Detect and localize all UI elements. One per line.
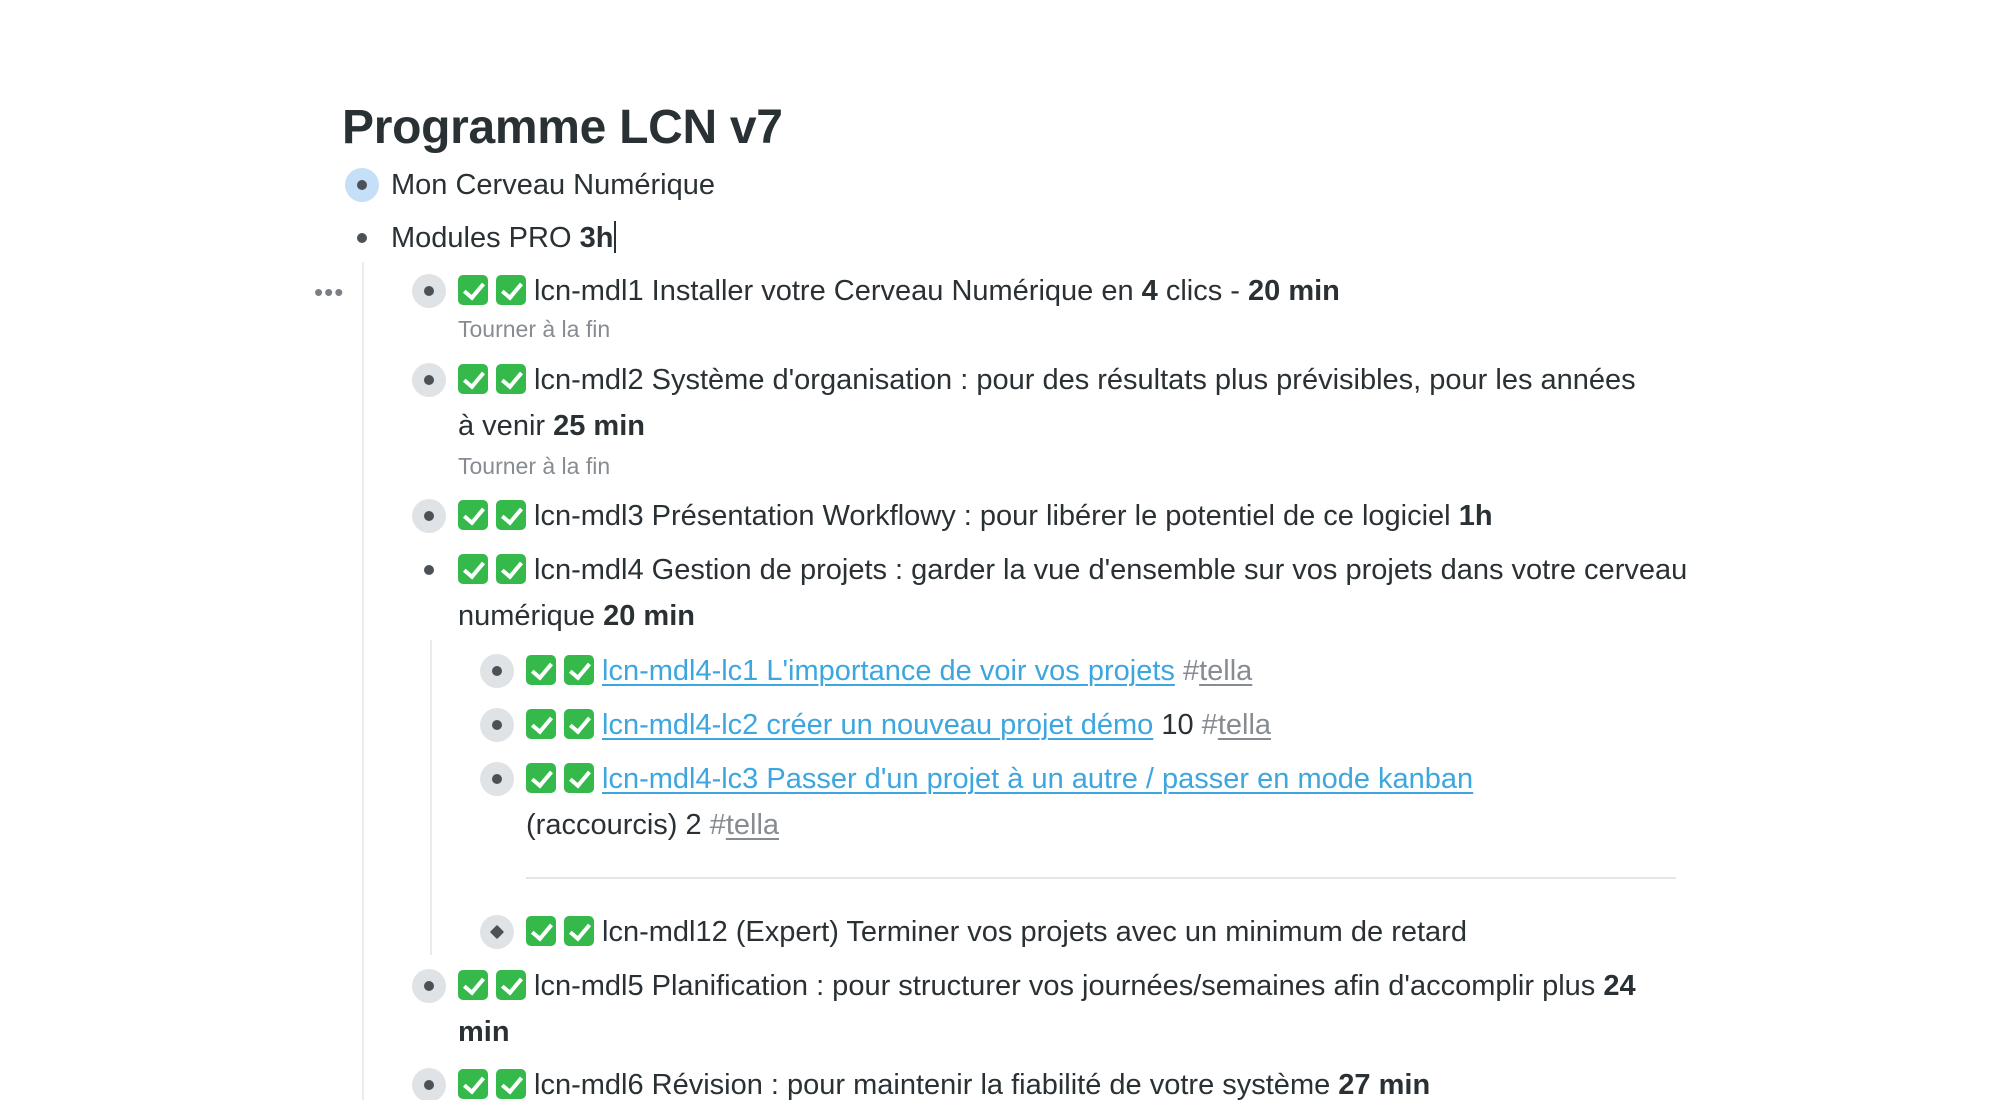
bullet-mdl6[interactable] bbox=[412, 1068, 446, 1100]
bullet-modules-pro[interactable] bbox=[345, 221, 379, 255]
check-icon bbox=[526, 916, 556, 946]
bullet-lc3[interactable] bbox=[480, 762, 514, 796]
item-mdl3[interactable] bbox=[458, 493, 1493, 539]
item-label: lcn-mdl4 Gestion de projets : garder la vue d'ensemble sur vos projets dans votre cerveau numérique bbox=[458, 554, 1688, 632]
check-icon bbox=[496, 500, 526, 530]
bullet-mdl1[interactable] bbox=[412, 274, 446, 308]
item-link[interactable]: lcn-mdl4-lc3 Passer d'un projet à un autre / passer en mode kanban bbox=[602, 763, 1474, 795]
check-icon bbox=[526, 655, 556, 685]
item-lc3-continued[interactable] bbox=[526, 802, 779, 848]
item-duration: 27 min bbox=[1338, 1069, 1431, 1100]
item-duration: 20 min bbox=[603, 600, 695, 632]
item-label: Mon Cerveau Numérique bbox=[391, 169, 715, 201]
item-link[interactable]: lcn-mdl4-lc2 créer un nouveau projet démo bbox=[602, 709, 1154, 741]
item-link[interactable]: lcn-mdl4-lc1 L'importance de voir vos projets bbox=[602, 655, 1175, 687]
more-options-icon[interactable]: ••• bbox=[314, 277, 345, 307]
bullet-mdl4[interactable] bbox=[412, 553, 446, 587]
tag-hash: # bbox=[1182, 655, 1200, 687]
bullet-mdl3[interactable] bbox=[412, 499, 446, 533]
check-icon bbox=[564, 655, 594, 685]
tag-tella[interactable] bbox=[1202, 709, 1271, 741]
tag-hash: # bbox=[709, 809, 726, 841]
item-lc2[interactable] bbox=[526, 702, 1271, 748]
item-mdl6[interactable] bbox=[458, 1062, 1430, 1100]
bullet-mdl5[interactable] bbox=[412, 969, 446, 1003]
item-mon-cerveau[interactable] bbox=[391, 162, 715, 208]
check-icon bbox=[496, 275, 526, 305]
tag-name: tella bbox=[725, 809, 780, 841]
check-icon bbox=[564, 709, 594, 739]
check-icon bbox=[458, 554, 488, 584]
item-label: lcn-mdl2 Système d'organisation : pour des résultats plus prévisibles, pour les années à venir bbox=[458, 364, 1636, 442]
page-title: Programme LCN v7 bbox=[342, 101, 783, 155]
item-label: lcn-mdl6 Révision : pour maintenir la fiabilité de votre système bbox=[534, 1069, 1339, 1100]
indent-guide bbox=[430, 640, 432, 955]
item-suffix: 10 bbox=[1153, 709, 1202, 741]
check-icon bbox=[496, 554, 526, 584]
item-duration: 1h bbox=[1458, 500, 1493, 532]
tag-name: tella bbox=[1199, 655, 1253, 687]
tag-name: tella bbox=[1217, 709, 1272, 741]
check-icon bbox=[458, 275, 488, 305]
check-icon bbox=[564, 916, 594, 946]
check-icon bbox=[458, 364, 488, 394]
item-mdl5[interactable] bbox=[458, 963, 1658, 1055]
item-label: lcn-mdl12 (Expert) Terminer vos projets avec un minimum de retard bbox=[602, 916, 1467, 948]
bullet-lc1[interactable] bbox=[480, 654, 514, 688]
bullet-mon-cerveau[interactable] bbox=[345, 168, 379, 202]
check-icon bbox=[458, 970, 488, 1000]
bullet-mdl2[interactable] bbox=[412, 363, 446, 397]
item-suffix: (raccourcis) 2 bbox=[526, 809, 710, 841]
text-cursor bbox=[614, 221, 616, 253]
divider bbox=[526, 877, 1676, 879]
item-mdl2[interactable] bbox=[458, 357, 1638, 449]
item-duration: 3h bbox=[579, 222, 614, 254]
item-note[interactable]: Tourner à la fin bbox=[458, 316, 611, 342]
item-duration: 24 min bbox=[458, 970, 1636, 1048]
item-note[interactable]: Tourner à la fin bbox=[458, 453, 611, 479]
item-label: Modules PRO bbox=[391, 222, 580, 254]
check-icon bbox=[526, 709, 556, 739]
item-label: lcn-mdl5 Planification : pour structurer vos journées/semaines afin d'accomplir plus bbox=[534, 970, 1604, 1002]
check-icon bbox=[458, 500, 488, 530]
item-label-2: clics - bbox=[1157, 275, 1249, 307]
item-label: lcn-mdl1 Installer votre Cerveau Numérique en bbox=[534, 275, 1142, 307]
check-icon bbox=[564, 763, 594, 793]
item-mdl4[interactable] bbox=[458, 547, 1698, 639]
tag-tella[interactable] bbox=[1183, 655, 1252, 687]
bullet-mdl12[interactable] bbox=[480, 915, 514, 949]
check-icon bbox=[496, 970, 526, 1000]
check-icon bbox=[526, 763, 556, 793]
tag-hash: # bbox=[1201, 709, 1218, 741]
bullet-lc2[interactable] bbox=[480, 708, 514, 742]
check-icon bbox=[496, 1069, 526, 1099]
item-label: lcn-mdl3 Présentation Workflowy : pour libérer le potentiel de ce logiciel bbox=[534, 500, 1459, 532]
item-duration: 20 min bbox=[1248, 275, 1340, 307]
item-duration: 25 min bbox=[553, 410, 645, 442]
item-lc3[interactable] bbox=[526, 756, 1473, 802]
indent-guide bbox=[362, 262, 364, 1100]
item-modules-pro[interactable] bbox=[391, 215, 616, 261]
item-lc1[interactable] bbox=[526, 648, 1252, 694]
item-mdl1[interactable] bbox=[458, 268, 1340, 314]
item-mdl12[interactable] bbox=[526, 909, 1467, 955]
item-count: 4 bbox=[1141, 275, 1158, 307]
check-icon bbox=[496, 364, 526, 394]
tag-tella[interactable] bbox=[710, 809, 779, 841]
check-icon bbox=[458, 1069, 488, 1099]
